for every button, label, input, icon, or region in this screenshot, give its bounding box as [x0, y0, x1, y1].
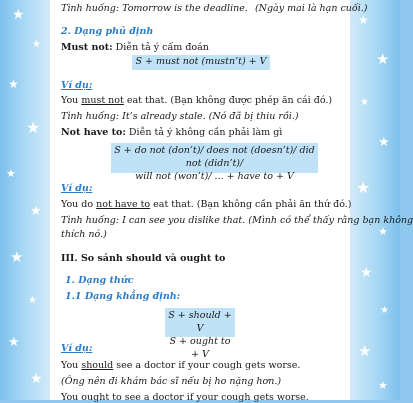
formula-box-should [165, 308, 235, 360]
star-icon: ★ [10, 248, 24, 266]
situation-text: Tình huống: Tomorrow is the deadline. [61, 3, 248, 14]
subheading-affirmative: 1.1 Dạng khẳng định: [65, 291, 181, 302]
section-heading-negative: 2. Dạng phủ định [61, 26, 154, 37]
star-icon: ★ [28, 295, 37, 306]
star-icon: ★ [378, 225, 388, 238]
underlined-term: not have to [96, 199, 151, 210]
text-segment: You [61, 95, 82, 106]
must-not-definition [61, 42, 209, 53]
text-segment: see a doctor if your cough gets worse. [113, 360, 301, 371]
star-icon: ★ [360, 265, 373, 281]
term-description: Diễn tả ý cấm đoán [115, 42, 209, 53]
subheading-form: 1. Dạng thức [65, 275, 134, 286]
formula-box-must-not: S + must not (mustn’t) + V [132, 55, 270, 70]
star-icon: ★ [26, 118, 41, 137]
term-label: Must not: [61, 42, 113, 53]
underlined-term: should [81, 360, 114, 371]
text-segment: eat that. (Bạn không cần phải ăn thứ đó.) [150, 199, 352, 210]
star-icon: ★ [8, 335, 20, 350]
example-sentence: You ought to see a doctor if your cough gets worse. [61, 392, 309, 403]
example-sentence [61, 95, 332, 106]
star-icon: ★ [358, 13, 369, 27]
document-page [50, 0, 413, 403]
formula-line: S + ought to + V [169, 336, 231, 360]
formula-line: will not (won’t)/ ... + have to + V [135, 171, 294, 182]
star-icon: ★ [358, 342, 372, 360]
example-sentence [61, 360, 300, 371]
example-sentence [61, 199, 351, 210]
star-icon: ★ [378, 379, 388, 392]
star-icon: ★ [360, 97, 369, 108]
not-have-to-definition [61, 127, 282, 138]
example-translation: (Ông nên đi khám bác sĩ nếu bị ho nặng hơn.) [61, 376, 282, 387]
star-icon: ★ [6, 167, 16, 180]
star-icon: ★ [376, 50, 390, 68]
example-heading: Ví dụ: [61, 183, 93, 194]
star-icon: ★ [378, 135, 390, 150]
formula-box-not-have-to [111, 143, 318, 182]
situation-line [61, 3, 367, 14]
text-segment: eat that. (Bạn không được phép ăn cái đó.) [123, 95, 333, 106]
situation-line-continued: thích nó.) [61, 229, 107, 240]
situation-line: Tình huống: It’s already stale. (Nó đã bị thiu rồi.) [61, 111, 299, 122]
star-icon: ★ [30, 204, 42, 219]
star-icon: ★ [356, 178, 371, 197]
formula-line: S + do not (don’t)/ does not (doesn’t)/ did not (didn’t)/ [114, 145, 315, 169]
text-segment: You [61, 360, 82, 371]
star-icon: ★ [8, 77, 19, 91]
underlined-term: must not [81, 95, 124, 106]
star-icon: ★ [32, 39, 41, 50]
formula-line: S + should + V [168, 310, 232, 334]
term-label: Not have to: [61, 127, 126, 138]
example-heading: Ví dụ: [61, 80, 93, 91]
text-segment: You do [61, 199, 97, 210]
section-heading-iii: III. So sánh should và ought to [61, 253, 226, 264]
term-description: Diễn tả ý không cần phải làm gì [128, 127, 283, 138]
situation-translation: (Ngày mai là hạn cuối.) [254, 3, 368, 14]
star-icon: ★ [12, 7, 25, 23]
example-heading: Ví dụ: [61, 343, 93, 354]
star-icon: ★ [30, 371, 43, 387]
star-icon: ★ [380, 305, 389, 316]
situation-line: Tình huống: I can see you dislike that. (Mình có thể thấy rằng bạn không [61, 215, 413, 226]
